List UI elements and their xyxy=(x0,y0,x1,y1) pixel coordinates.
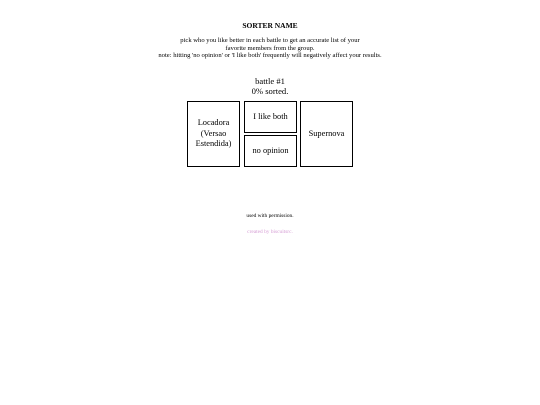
instructions-line-2: favorite members from the group. xyxy=(225,44,315,52)
battle-number: battle #1 xyxy=(255,76,285,86)
right-option-button[interactable] xyxy=(300,101,353,167)
page-title: SORTER NAME xyxy=(242,21,298,30)
tie-button[interactable] xyxy=(244,101,297,133)
right-option-label: Supernova xyxy=(308,128,345,138)
instructions xyxy=(0,37,540,60)
permission-note: used with permission. xyxy=(246,213,294,219)
left-option-label: Locadora (Versao Estendida) xyxy=(195,118,232,149)
creator-credit-link[interactable]: created by biscuitsrc. xyxy=(247,229,293,235)
instructions-line-1: pick who you like better in each battle to get an accurate list of your xyxy=(180,37,360,44)
no-opinion-button[interactable] xyxy=(244,135,297,167)
tie-button-label: I like both xyxy=(253,111,288,121)
left-option-button[interactable] xyxy=(187,101,240,167)
instructions-line-3: note: hitting 'no opinion' or 'I like both' frequently will negatively affect your results. xyxy=(158,52,382,60)
no-opinion-button-label: no opinion xyxy=(252,145,289,155)
sort-progress: 0% sorted. xyxy=(251,86,289,96)
battle-info xyxy=(0,76,540,96)
